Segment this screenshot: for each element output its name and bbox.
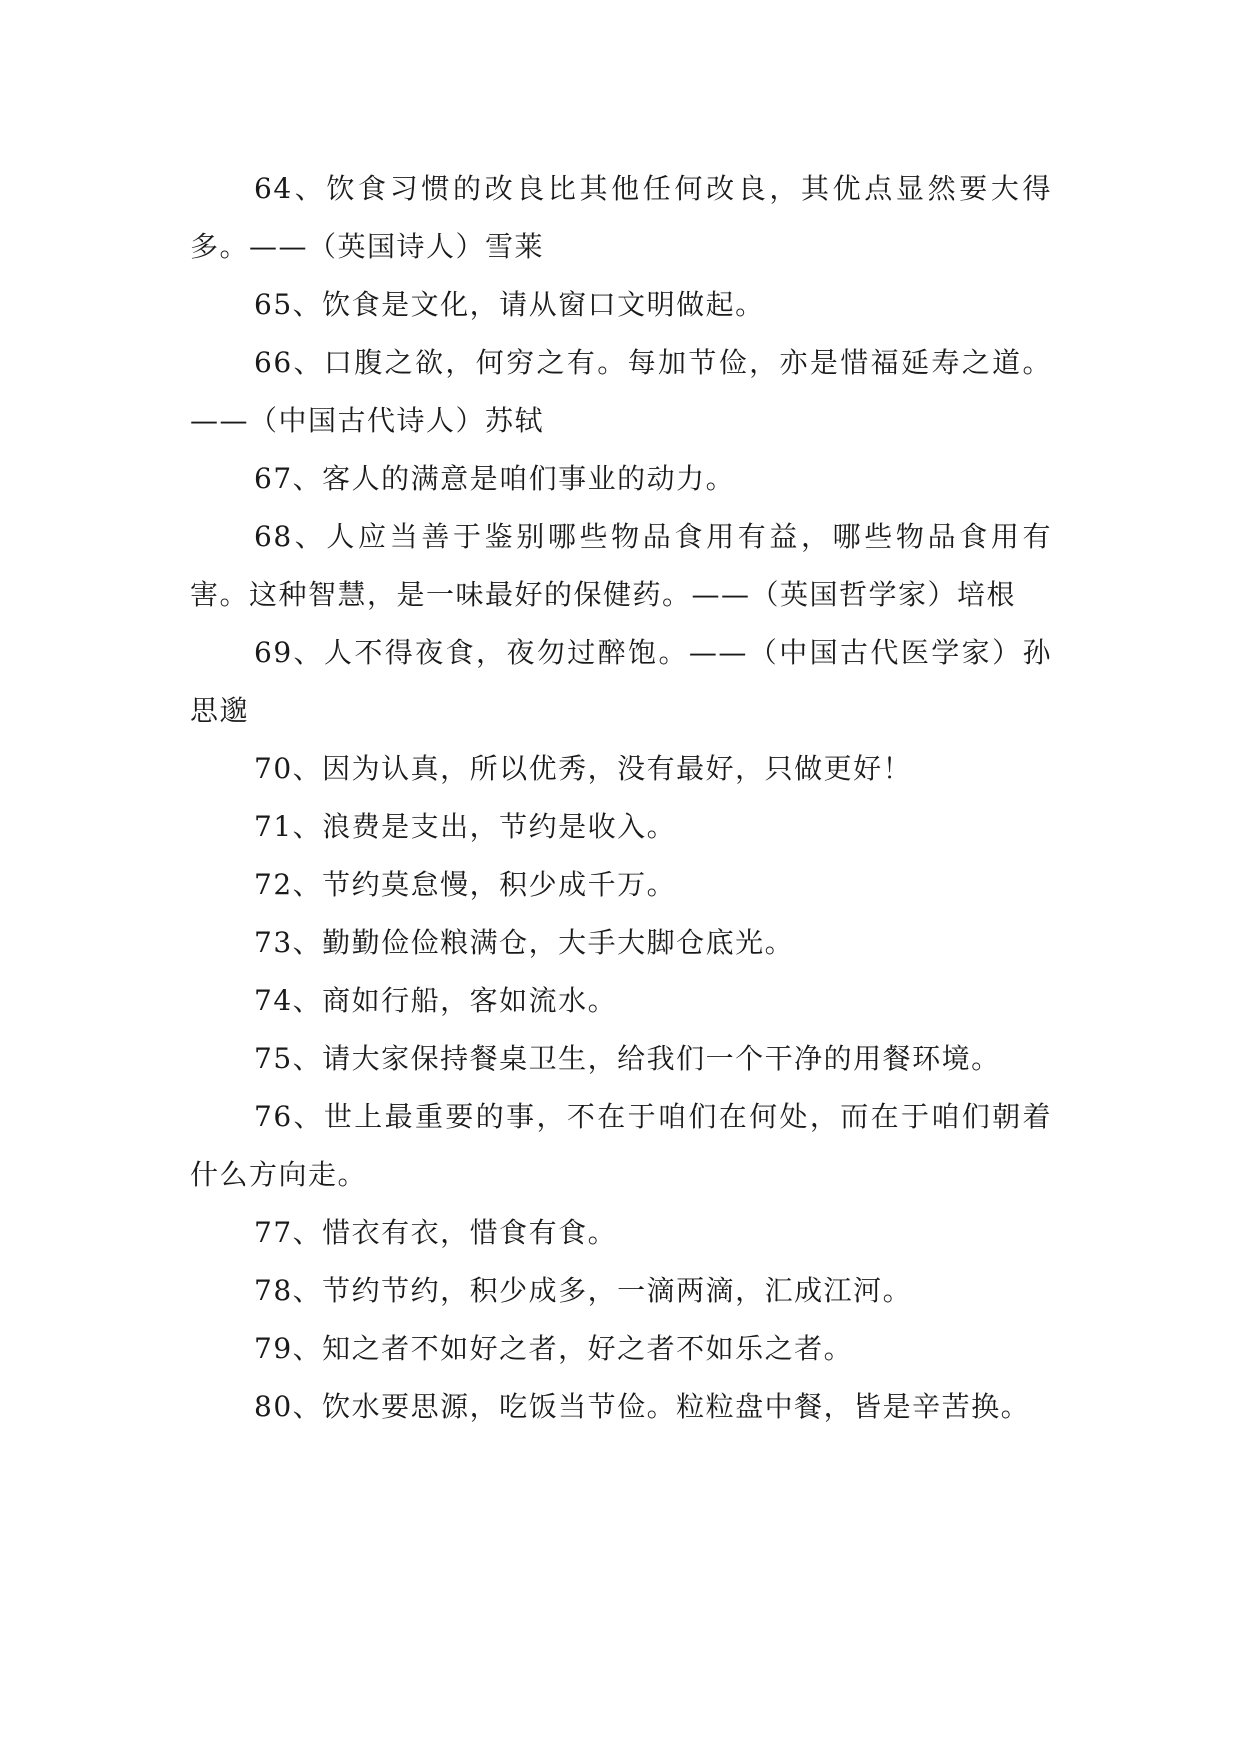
paragraph-73: 73、勤勤俭俭粮满仓，大手大脚仓底光。 <box>254 926 795 959</box>
paragraph-65: 65、饮食是文化，请从窗口文明做起。 <box>254 288 765 321</box>
paragraph-78: 78、节约节约，积少成多，一滴两滴，汇成江河。 <box>254 1274 913 1307</box>
paragraph-67: 67、客人的满意是咱们事业的动力。 <box>254 462 736 495</box>
paragraph-68: 68、人应当善于鉴别哪些物品食用有益，哪些物品食用有害。这种智慧，是一味最好的保健药。——（英国哲学家）培根 <box>190 520 1052 611</box>
paragraph-69: 69、人不得夜食，夜勿过醉饱。——（中国古代医学家）孙思邈 <box>190 636 1052 727</box>
paragraph-80: 80、饮水要思源，吃饭当节俭。粒粒盘中餐，皆是辛苦换。 <box>254 1390 1031 1423</box>
document-body <box>190 160 1052 1436</box>
paragraph-76: 76、世上最重要的事，不在于咱们在何处，而在于咱们朝着什么方向走。 <box>190 1100 1052 1191</box>
paragraph-64: 64、饮食习惯的改良比其他任何改良，其优点显然要大得多。——（英国诗人）雪莱 <box>190 172 1052 263</box>
paragraph-75: 75、请大家保持餐桌卫生，给我们一个干净的用餐环境。 <box>254 1042 1001 1075</box>
paragraph-77: 77、惜衣有衣，惜食有食。 <box>254 1216 618 1249</box>
paragraph-74: 74、商如行船，客如流水。 <box>254 984 618 1017</box>
paragraph-70: 70、因为认真，所以优秀，没有最好，只做更好！ <box>254 752 913 785</box>
paragraph-72: 72、节约莫怠慢，积少成千万。 <box>254 868 677 901</box>
paragraph-66: 66、口腹之欲，何穷之有。每加节俭，亦是惜福延寿之道。——（中国古代诗人）苏轼 <box>190 346 1052 437</box>
paragraph-79: 79、知之者不如好之者，好之者不如乐之者。 <box>254 1332 854 1365</box>
paragraph-71: 71、浪费是支出，节约是收入。 <box>254 810 677 843</box>
